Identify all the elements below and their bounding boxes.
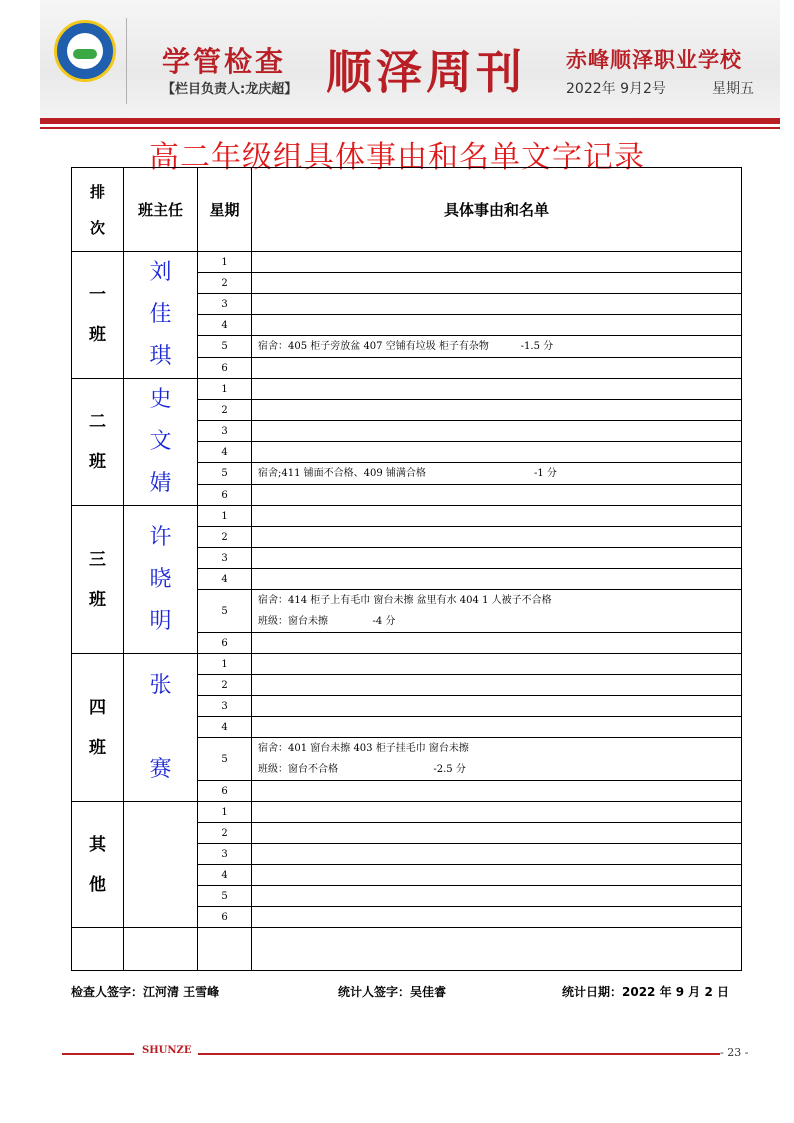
teacher-char: 许 <box>149 524 172 550</box>
teacher-char: 佳 <box>149 302 172 327</box>
reason-cell <box>252 485 742 506</box>
rank-cell <box>72 802 124 928</box>
rank-char: 四 <box>89 697 106 718</box>
empty-cell <box>252 928 742 971</box>
reason-cell <box>252 886 742 907</box>
teacher-cell <box>124 802 198 928</box>
reason-cell <box>252 717 742 738</box>
rank-char: 班 <box>89 325 106 345</box>
reason-cell <box>252 654 742 675</box>
weekday-cell: 3 <box>198 548 252 569</box>
table-row <box>72 506 742 527</box>
reason-cell <box>252 506 742 527</box>
weekday-cell: 6 <box>198 485 252 506</box>
weekday-cell: 5 <box>198 590 252 633</box>
weekday-cell: 4 <box>198 865 252 886</box>
rank-char: 一 <box>89 285 106 305</box>
reason-cell <box>252 696 742 717</box>
teacher-char: 婧 <box>149 471 172 496</box>
weekday-cell: 5 <box>198 886 252 907</box>
reason-cell <box>252 738 742 781</box>
header-rule <box>40 118 780 124</box>
reason-cell <box>252 421 742 442</box>
teacher-char <box>124 707 197 749</box>
weekday-cell: 4 <box>198 569 252 590</box>
teacher-char: 史 <box>149 387 172 412</box>
teacher-char: 刘 <box>149 260 172 285</box>
reason-cell <box>252 569 742 590</box>
teacher-char: 晓 <box>149 566 172 592</box>
reason-line: 宿舍：405 柜子旁放盆 407 空铺有垃圾 柜子有杂物 -1.5 分 <box>258 341 554 352</box>
empty-cell <box>198 928 252 971</box>
weekday-cell: 1 <box>198 654 252 675</box>
statistician-signature: 统计人签字：吴佳睿 <box>338 985 447 999</box>
weekday-cell: 6 <box>198 781 252 802</box>
reason-cell <box>252 336 742 358</box>
weekday-cell: 1 <box>198 379 252 400</box>
page-number: - 23 - <box>720 1046 749 1059</box>
reason-cell <box>252 865 742 886</box>
statistics-date: 统计日期：2022 年 9 月 2 日 <box>562 985 729 999</box>
table-row <box>72 802 742 823</box>
reason-cell <box>252 675 742 696</box>
weekday-cell: 3 <box>198 421 252 442</box>
weekday-cell: 2 <box>198 527 252 548</box>
reason-cell <box>252 907 742 928</box>
reason-cell <box>252 252 742 273</box>
footer-rule-left <box>62 1053 134 1055</box>
reason-cell <box>252 379 742 400</box>
table-row-empty <box>72 928 742 971</box>
rank-char: 其 <box>89 834 106 855</box>
rank-char: 班 <box>89 452 106 472</box>
table-row <box>72 252 742 273</box>
weekday-cell: 6 <box>198 358 252 379</box>
rank-cell <box>72 654 124 802</box>
teacher-cell <box>124 654 198 802</box>
reason-cell <box>252 590 742 633</box>
header-divider <box>126 18 127 104</box>
footer-brand: SHUNZE <box>142 1045 192 1056</box>
weekday-cell: 6 <box>198 907 252 928</box>
weekday-cell: 3 <box>198 844 252 865</box>
rank-char: 班 <box>89 737 106 758</box>
reason-cell <box>252 463 742 485</box>
document-title: 高二年级组具体事由和名单文字记录 <box>149 140 645 175</box>
teacher-char: 文 <box>149 429 172 454</box>
weekday-cell: 1 <box>198 252 252 273</box>
reason-cell <box>252 802 742 823</box>
header-rule-thin <box>40 127 780 129</box>
rank-char: 他 <box>89 874 106 895</box>
header-rank: 排 次 <box>72 168 124 252</box>
weekday-cell: 1 <box>198 506 252 527</box>
reason-cell <box>252 633 742 654</box>
empty-cell <box>124 928 198 971</box>
reason-line: 宿舍;411 铺面不合格、409 铺满合格 -1 分 <box>258 468 557 479</box>
teacher-cell <box>124 506 198 654</box>
reason-cell <box>252 294 742 315</box>
teacher-char: 琪 <box>149 344 172 369</box>
issue-date: 2022年 9月2号 <box>566 81 666 97</box>
weekday-cell: 2 <box>198 823 252 844</box>
reason-line: 班级：窗台不合格 -2.5 分 <box>258 764 466 775</box>
weekday-cell: 5 <box>198 738 252 781</box>
reason-cell <box>252 548 742 569</box>
empty-cell <box>72 928 124 971</box>
table-header-row <box>72 168 742 252</box>
weekday-cell: 5 <box>198 463 252 485</box>
header-reason: 具体事由和名单 <box>252 168 742 252</box>
weekday-cell: 2 <box>198 675 252 696</box>
rank-char: 班 <box>89 589 106 610</box>
weekday-cell: 4 <box>198 442 252 463</box>
teacher-char: 赛 <box>149 756 172 782</box>
reason-cell <box>252 358 742 379</box>
column-editor: 【栏目负责人:龙庆超】 <box>162 82 298 97</box>
weekday-cell: 3 <box>198 294 252 315</box>
reason-line: 宿舍：401 窗台未擦 403 柜子挂毛巾 窗台未擦 <box>258 743 469 754</box>
issue-weekday: 星期五 <box>712 81 754 97</box>
weekday-cell: 1 <box>198 802 252 823</box>
reason-cell <box>252 823 742 844</box>
weekday-cell: 3 <box>198 696 252 717</box>
reason-cell <box>252 442 742 463</box>
reason-cell <box>252 781 742 802</box>
weekday-cell: 5 <box>198 336 252 358</box>
rank-char: 二 <box>89 412 106 432</box>
reason-cell <box>252 844 742 865</box>
weekday-cell: 6 <box>198 633 252 654</box>
school-logo-icon <box>54 20 116 82</box>
reason-cell <box>252 400 742 421</box>
table-row <box>72 654 742 675</box>
weekday-cell: 4 <box>198 717 252 738</box>
weekday-cell: 2 <box>198 273 252 294</box>
weekday-cell: 4 <box>198 315 252 336</box>
teacher-cell <box>124 379 198 506</box>
rank-cell <box>72 506 124 654</box>
teacher-cell <box>124 252 198 379</box>
reason-line: 宿舍：414 柜子上有毛巾 窗台未擦 盆里有水 404 1 人被子不合格 <box>258 595 552 606</box>
rank-cell <box>72 379 124 506</box>
magazine-title: 顺泽周刊 <box>326 45 526 99</box>
school-name: 赤峰顺泽职业学校 <box>566 48 742 72</box>
reason-cell <box>252 527 742 548</box>
rank-char: 三 <box>89 549 106 570</box>
rank-cell <box>72 252 124 379</box>
teacher-char: 张 <box>149 672 172 698</box>
reason-cell <box>252 273 742 294</box>
footer-rule-right <box>198 1053 720 1055</box>
table-row <box>72 379 742 400</box>
column-title: 学管检查 <box>162 45 287 78</box>
inspector-signature: 检查人签字：江河清 王雪峰 <box>71 985 220 999</box>
header-weekday: 星期 <box>198 168 252 252</box>
reason-cell <box>252 315 742 336</box>
header-teacher: 班主任 <box>124 168 198 252</box>
reason-line: 班级：窗台未擦 -4 分 <box>258 616 396 627</box>
weekday-cell: 2 <box>198 400 252 421</box>
record-table <box>71 167 742 971</box>
teacher-char: 明 <box>149 608 172 634</box>
